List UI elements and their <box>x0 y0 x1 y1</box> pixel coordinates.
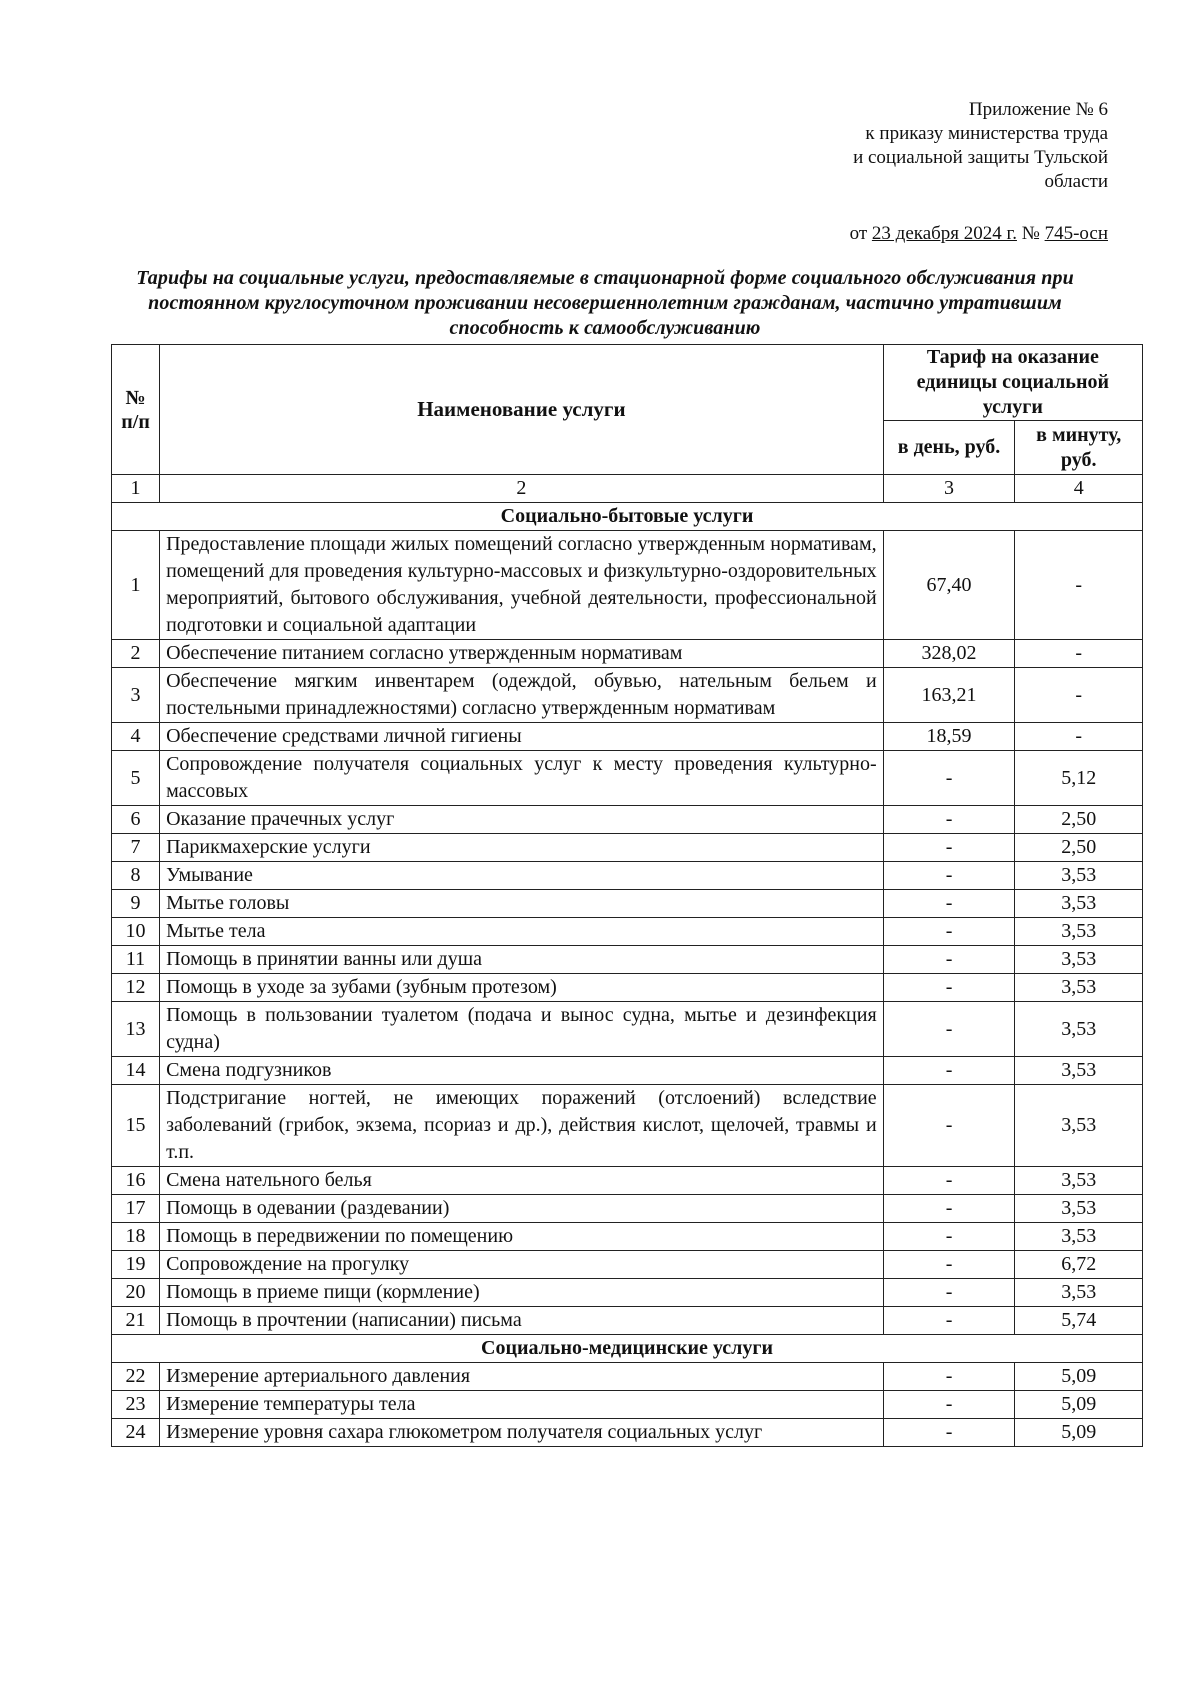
tariff-per-day: - <box>883 1002 1015 1057</box>
table-row <box>112 1002 1143 1057</box>
approval-line-3: и социальной защиты Тульской <box>853 147 1108 168</box>
tariff-per-minute: - <box>1015 668 1143 723</box>
header-per-minute: в минуту, руб. <box>1015 421 1143 475</box>
order-number: 745-осн <box>1044 223 1108 244</box>
row-number: 7 <box>112 834 160 862</box>
column-number-1: 1 <box>112 475 160 503</box>
section-row <box>112 503 1143 531</box>
tariff-per-day: - <box>883 1223 1015 1251</box>
tariff-per-day: - <box>883 1419 1015 1447</box>
tariff-table <box>111 344 1143 1447</box>
tariff-per-minute: 3,53 <box>1015 890 1143 918</box>
tariff-per-day: - <box>883 1363 1015 1391</box>
tariff-per-day: - <box>883 1057 1015 1085</box>
service-name: Измерение уровня сахара глюкометром получателя социальных услуг <box>160 1419 884 1447</box>
tariff-per-minute: 3,53 <box>1015 1279 1143 1307</box>
column-number-4: 4 <box>1015 475 1143 503</box>
column-number-2: 2 <box>160 475 884 503</box>
service-name: Обеспечение питанием согласно утвержденным нормативам <box>160 640 884 668</box>
order-date: 23 декабря 2024 г. <box>871 223 1017 244</box>
service-name: Помощь в пользовании туалетом (подача и вынос судна, мытье и дезинфекция судна) <box>160 1002 884 1057</box>
table-row <box>112 1391 1143 1419</box>
service-name: Оказание прачечных услуг <box>160 806 884 834</box>
row-number: 2 <box>112 640 160 668</box>
tariff-per-minute: 5,12 <box>1015 751 1143 806</box>
section-title: Социально-медицинские услуги <box>112 1335 1143 1363</box>
tariff-per-day: - <box>883 1279 1015 1307</box>
tariff-per-day: - <box>883 1391 1015 1419</box>
tariff-per-minute: 5,74 <box>1015 1307 1143 1335</box>
service-name: Измерение температуры тела <box>160 1391 884 1419</box>
table-row <box>112 751 1143 806</box>
row-number: 9 <box>112 890 160 918</box>
table-row <box>112 890 1143 918</box>
table-row <box>112 640 1143 668</box>
section-row <box>112 1335 1143 1363</box>
service-name: Мытье тела <box>160 918 884 946</box>
section-title: Социально-бытовые услуги <box>112 503 1143 531</box>
tariff-per-minute: - <box>1015 640 1143 668</box>
date-prefix: от <box>849 223 872 244</box>
tariff-per-day: - <box>883 1085 1015 1167</box>
table-row <box>112 1085 1143 1167</box>
table-row <box>112 974 1143 1002</box>
approval-line-4: области <box>1044 171 1108 192</box>
tariff-per-minute: 3,53 <box>1015 918 1143 946</box>
service-name: Парикмахерские услуги <box>160 834 884 862</box>
tariff-per-minute: 3,53 <box>1015 1085 1143 1167</box>
row-number: 3 <box>112 668 160 723</box>
row-number: 19 <box>112 1251 160 1279</box>
tariff-per-day: 163,21 <box>883 668 1015 723</box>
row-number: 24 <box>112 1419 160 1447</box>
tariff-per-day: 18,59 <box>883 723 1015 751</box>
service-name: Помощь в прочтении (написании) письма <box>160 1307 884 1335</box>
tariff-per-minute: - <box>1015 531 1143 640</box>
row-number: 22 <box>112 1363 160 1391</box>
row-number: 4 <box>112 723 160 751</box>
header-number: № п/п <box>112 345 160 475</box>
service-name: Смена подгузников <box>160 1057 884 1085</box>
tariff-per-day: - <box>883 946 1015 974</box>
service-name: Обеспечение средствами личной гигиены <box>160 723 884 751</box>
tariff-per-minute: 3,53 <box>1015 1167 1143 1195</box>
row-number: 11 <box>112 946 160 974</box>
service-name: Сопровождение на прогулку <box>160 1251 884 1279</box>
row-number: 17 <box>112 1195 160 1223</box>
table-row <box>112 918 1143 946</box>
header-tariff: Тариф на оказание единицы социальной услуги <box>883 345 1142 421</box>
table-row <box>112 1419 1143 1447</box>
order-date-line <box>588 222 1108 246</box>
row-number: 20 <box>112 1279 160 1307</box>
service-name: Помощь в приеме пищи (кормление) <box>160 1279 884 1307</box>
table-row <box>112 1223 1143 1251</box>
table-row <box>112 668 1143 723</box>
row-number: 18 <box>112 1223 160 1251</box>
tariff-per-day: - <box>883 1307 1015 1335</box>
tariff-per-day: - <box>883 1167 1015 1195</box>
tariff-per-minute: 3,53 <box>1015 1223 1143 1251</box>
tariff-per-day: - <box>883 1251 1015 1279</box>
tariff-per-minute: 3,53 <box>1015 1195 1143 1223</box>
table-row <box>112 862 1143 890</box>
approval-line-2: к приказу министерства труда <box>865 123 1108 144</box>
tariff-per-minute: 2,50 <box>1015 834 1143 862</box>
tariff-per-day: 67,40 <box>883 531 1015 640</box>
service-name: Помощь в уходе за зубами (зубным протезом) <box>160 974 884 1002</box>
number-prefix: № <box>1016 223 1045 244</box>
tariff-per-day: - <box>883 890 1015 918</box>
tariff-per-day: - <box>883 806 1015 834</box>
tariff-per-day: - <box>883 834 1015 862</box>
row-number: 6 <box>112 806 160 834</box>
column-number-3: 3 <box>883 475 1015 503</box>
table-row <box>112 1195 1143 1223</box>
service-name: Смена нательного белья <box>160 1167 884 1195</box>
tariff-per-minute: 2,50 <box>1015 806 1143 834</box>
table-row <box>112 1363 1143 1391</box>
tariff-per-day: - <box>883 918 1015 946</box>
table-row <box>112 1279 1143 1307</box>
tariff-per-minute: 5,09 <box>1015 1391 1143 1419</box>
approval-block <box>588 98 1108 246</box>
table-row <box>112 723 1143 751</box>
service-name: Помощь в передвижении по помещению <box>160 1223 884 1251</box>
service-name: Сопровождение получателя социальных услуг к месту проведения культурно-массовых <box>160 751 884 806</box>
header-service-name: Наименование услуги <box>160 345 884 475</box>
table-row <box>112 1307 1143 1335</box>
tariff-per-day: 328,02 <box>883 640 1015 668</box>
row-number: 10 <box>112 918 160 946</box>
tariff-per-minute: 3,53 <box>1015 1057 1143 1085</box>
table-row <box>112 1251 1143 1279</box>
service-name: Помощь в одевании (раздевании) <box>160 1195 884 1223</box>
row-number: 12 <box>112 974 160 1002</box>
service-name: Помощь в принятии ванны или душа <box>160 946 884 974</box>
tariff-per-day: - <box>883 1195 1015 1223</box>
tariff-per-minute: 3,53 <box>1015 946 1143 974</box>
service-name: Измерение артериального давления <box>160 1363 884 1391</box>
table-row <box>112 834 1143 862</box>
service-name: Предоставление площади жилых помещений согласно утвержденным нормативам, помещений для проведения культурно-массовых и физкультурно-оздоровительных мероприятий, бытового обслуживания, учебной деятельности, профессиональной подготовки и социальной адаптации <box>160 531 884 640</box>
row-number: 13 <box>112 1002 160 1057</box>
tariff-per-minute: 3,53 <box>1015 862 1143 890</box>
tariff-per-day: - <box>883 974 1015 1002</box>
row-number: 23 <box>112 1391 160 1419</box>
tariff-per-day: - <box>883 862 1015 890</box>
tariff-per-minute: 3,53 <box>1015 974 1143 1002</box>
header-per-day: в день, руб. <box>883 421 1015 475</box>
service-name: Подстригание ногтей, не имеющих поражений (отслоений) вследствие заболеваний (грибок, экзема, псориаз и др.), действия кислот, щелочей, травмы и т.п. <box>160 1085 884 1167</box>
tariff-per-minute: - <box>1015 723 1143 751</box>
service-name: Мытье головы <box>160 890 884 918</box>
table-row <box>112 946 1143 974</box>
table-row <box>112 1057 1143 1085</box>
table-row <box>112 531 1143 640</box>
row-number: 8 <box>112 862 160 890</box>
tariff-per-day: - <box>883 751 1015 806</box>
tariff-per-minute: 6,72 <box>1015 1251 1143 1279</box>
row-number: 14 <box>112 1057 160 1085</box>
row-number: 21 <box>112 1307 160 1335</box>
table-row <box>112 1167 1143 1195</box>
tariff-per-minute: 5,09 <box>1015 1363 1143 1391</box>
document-title: Тарифы на социальные услуги, предоставляемые в стационарной форме социального обслуживания при постоянном круглосуточном проживании несовершеннолетним гражданам, частично утратившим способность к самообслуживанию <box>136 267 1074 339</box>
approval-line-1: Приложение № 6 <box>968 99 1108 120</box>
row-number: 5 <box>112 751 160 806</box>
tariff-per-minute: 3,53 <box>1015 1002 1143 1057</box>
service-name: Умывание <box>160 862 884 890</box>
service-name: Обеспечение мягким инвентарем (одеждой, обувью, нательным бельем и постельными принадлежностями) согласно утвержденным нормативам <box>160 668 884 723</box>
row-number: 1 <box>112 531 160 640</box>
row-number: 16 <box>112 1167 160 1195</box>
tariff-per-minute: 5,09 <box>1015 1419 1143 1447</box>
table-row <box>112 806 1143 834</box>
row-number: 15 <box>112 1085 160 1167</box>
tariff-table-body <box>112 503 1143 1447</box>
